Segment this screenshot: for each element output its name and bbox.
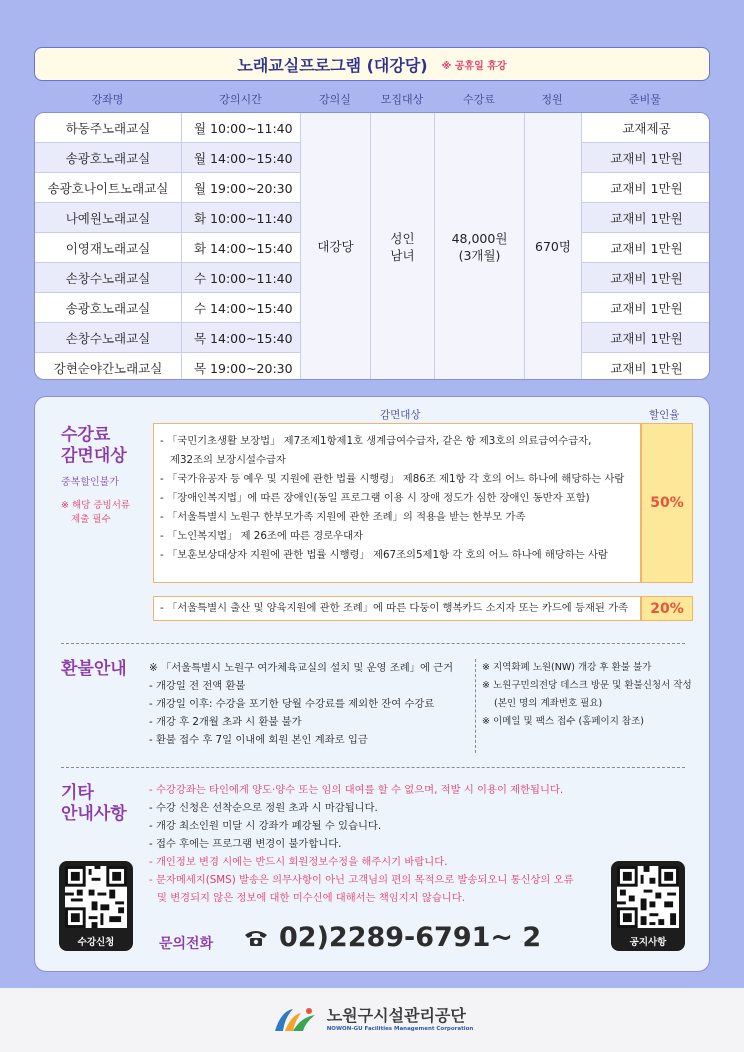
fee-line2: (3개월)	[458, 248, 501, 263]
course-time: 월 10:00~11:40	[182, 113, 301, 143]
qr-registration-label: 수강신청	[77, 937, 115, 948]
course-material: 교재비 1만원	[581, 293, 710, 323]
course-name: 나예원노래교실	[35, 203, 182, 233]
discount-item: - 「보훈보상대상자 지원에 관한 법률 시행령」 제67조의5제1항 각 호의 어느 하나에 해당하는 사람	[160, 549, 608, 561]
course-time: 목 14:00~15:40	[182, 323, 301, 353]
course-name: 손창수노래교실	[35, 263, 182, 293]
phone-number[interactable]	[243, 922, 541, 953]
phone-label: 문의전화	[159, 936, 214, 952]
course-time: 수 14:00~15:40	[182, 293, 301, 323]
refund-policy: ※ 「서울특별시 노원구 여가체육교실의 설치 및 운영 조례」에 근거 - 개강일 전 전액 환불 - 개강일 이후: 수강을 포기한 당월 수강료를 제외한 잔여 수강료 - 개강 후 2개월 초과 시 환불 불가 - 환불 접수 후 7일 이내에 회원 본인 계좌로 입금	[149, 662, 454, 746]
refund-title: 환불안내	[61, 659, 127, 679]
course-time: 월 14:00~15:40	[182, 143, 301, 173]
course-name: 송광호노래교실	[35, 143, 182, 173]
course-material: 교재비 1만원	[581, 353, 710, 380]
etc-notes: - 수강강좌는 타인에게 양도·양수 또는 임의 대여를 할 수 없으며, 적발 시 이용이 제한됩니다. - 수강 신청은 선착순으로 정원 초과 시 마감됩니다. - 개강 최소인원 미달 시 강좌가 폐강될 수 있습니다. - 접수 후에는 프로그램 변경이 불가합니다. - 개인정보 변경 시에는 반드시 회원정보수정을 해주시기 바랍니다. - 문자메세지(SMS) 발송은 의무사항이 아닌 고객님의 편의 목적으로 발송되오니 통신상의 오류 및 변경되지 않은 정보에 대한 미수신에 대해서는 책임지지 않습니다.	[149, 784, 574, 904]
discount-rate-header: 할인율	[649, 409, 680, 421]
course-material: 교재비 1만원	[581, 173, 710, 203]
footer-org-name: 노원구시설관리공단	[326, 1006, 466, 1025]
discount-title: 수강료 감면대상	[61, 425, 127, 467]
qr-registration[interactable]	[59, 861, 133, 951]
capacity-value: 670명	[535, 239, 571, 255]
target-line1: 성인	[390, 230, 415, 246]
col-header-room: 강의실	[319, 93, 351, 106]
discount-targets-box	[153, 423, 641, 583]
room-value: 대강당	[317, 239, 354, 255]
course-name: 송광호노래교실	[35, 293, 182, 323]
info-panel	[34, 396, 710, 972]
refund-notes: ※ 지역화폐 노원(NW) 개강 후 환불 불가 ※ 노원구민의전당 데스크 방문 및 환불신청서 작성 (본인 명의 계좌번호 필요) ※ 이메일 및 팩스 접수 (홈페이지 참조)	[475, 659, 692, 753]
qr-notice[interactable]	[611, 861, 685, 951]
discount-rate-50: 50%	[641, 423, 693, 583]
table-header	[34, 88, 710, 110]
capacity-cell	[525, 113, 581, 380]
discount-item: - 「노인복지법」 제 26조에 따른 경로우대자	[160, 530, 363, 542]
course-name: 손창수노래교실	[35, 323, 182, 353]
course-material: 교재제공	[581, 113, 710, 143]
course-material: 교재비 1만원	[581, 263, 710, 293]
discount-item: - 「장애인복지법」에 따른 장애인(동일 프로그램 이용 시 장애 정도가 심한 장애인 동반자 포함)	[160, 492, 590, 504]
qr-notice-label: 공지사항	[629, 937, 667, 948]
multi-child-box	[153, 596, 641, 621]
course-material: 교재비 1만원	[581, 323, 710, 353]
holiday-note: ※ 공휴일 휴강	[441, 60, 507, 72]
qr-code-icon	[65, 866, 127, 928]
course-material: 교재비 1만원	[581, 143, 710, 173]
course-material: 교재비 1만원	[581, 233, 710, 263]
course-name: 강현순야간노래교실	[35, 353, 182, 380]
qr-code-icon	[617, 866, 679, 928]
discount-item: - 「국민기초생활 보장법」 제7조제1항제1호 생계급여수급자, 같은 항 제3호의 의료급여수급자,	[160, 435, 592, 447]
course-time: 화 10:00~11:40	[182, 203, 301, 233]
fee-line1: 48,000원	[451, 230, 508, 246]
course-time: 월 19:00~20:30	[182, 173, 301, 203]
discount-item: - 「서울특별시 출산 및 양육지원에 관한 조례」에 따른 다둥이 행복카드 소지자 또는 카드에 등재된 가족	[160, 602, 629, 614]
program-title: 노래교실프로그램 (대강당)	[237, 55, 428, 75]
no-duplicate-discount: 중복할인불가	[61, 477, 119, 488]
footer-org-sub: NOWON-GU Facilities Management Corporation	[326, 1026, 474, 1032]
discount-target-header: 감면대상	[380, 409, 421, 421]
discount-item: - 「서울특별시 노원구 한부모가족 지원에 관한 조례」의 적용을 받는 한부모 가족	[160, 511, 526, 523]
document-note: ※ 해당 증빙서류 제출 필수	[61, 500, 131, 526]
course-material: 교재비 1만원	[581, 203, 710, 233]
course-name: 하동주노래교실	[35, 113, 182, 143]
course-time: 수 10:00~11:40	[182, 263, 301, 293]
footer	[0, 988, 744, 1052]
program-title-box	[34, 47, 710, 81]
phone-number-text: 02)2289-6791~ 2	[279, 922, 542, 953]
fee-cell	[435, 113, 525, 380]
schedule-table	[34, 112, 710, 380]
discount-item: - 「국가유공자 등 예우 및 지원에 관한 법률 시행령」 제86조 제1항 각 호의 어느 하나에 해당하는 사람	[160, 473, 625, 485]
divider	[61, 767, 685, 768]
col-header-time: 강의시간	[219, 93, 262, 106]
target-cell	[371, 113, 435, 380]
col-header-course: 강좌명	[91, 93, 124, 106]
divider	[61, 643, 685, 644]
room-cell	[301, 113, 371, 380]
col-header-materials: 준비물	[629, 93, 661, 106]
course-name: 이영재노래교실	[35, 233, 182, 263]
target-line2: 남녀	[390, 248, 415, 263]
col-header-fee: 수강료	[463, 93, 495, 106]
phone-icon	[243, 929, 269, 947]
course-time: 화 14:00~15:40	[182, 233, 301, 263]
course-time: 목 19:00~20:30	[182, 353, 301, 380]
nowon-logo-icon	[271, 1005, 319, 1035]
footer-org	[327, 1008, 474, 1032]
discount-rate-20: 20%	[641, 596, 693, 621]
etc-title: 기타 안내사항	[61, 783, 127, 825]
col-header-capacity: 정원	[541, 93, 563, 106]
discount-item: 제32조의 보장시설수급자	[170, 454, 286, 466]
col-header-target: 모집대상	[380, 93, 424, 106]
course-name: 송광호나이트노래교실	[35, 173, 182, 203]
